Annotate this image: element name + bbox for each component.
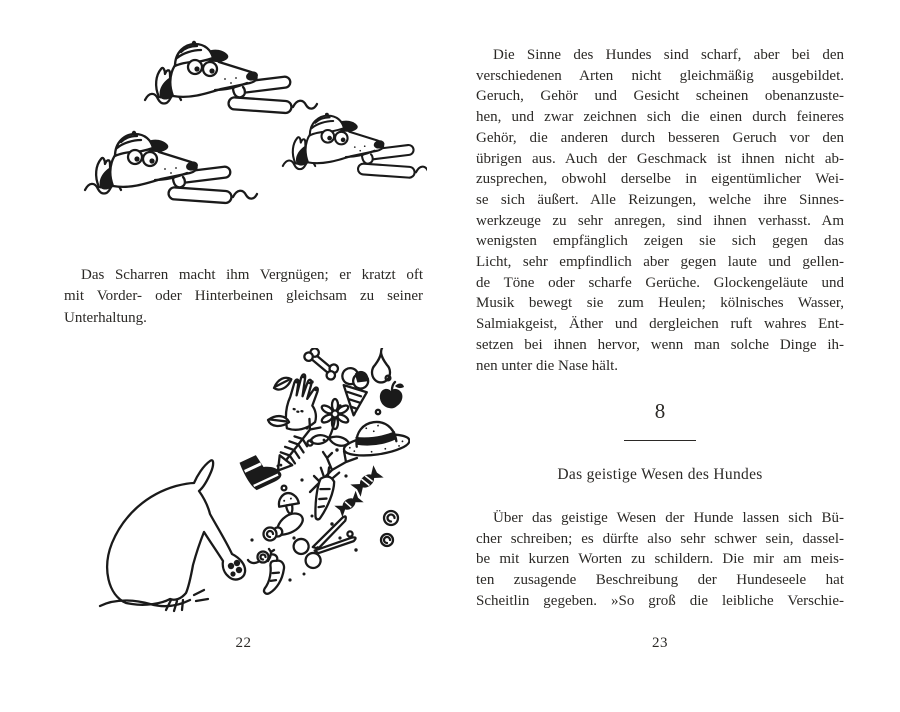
- snail-icon: [248, 549, 274, 563]
- chapter-title: Das geistige Wesen des Hundes: [557, 466, 763, 483]
- pear-icon: [372, 348, 390, 382]
- right-page-paragraph-1: Die Sinne des Hundes sind scharf, aber bei den verschiedenen Arten nicht gleichmäßig ausgebildet. Geruch, Gehör und Gesicht scheinen obenanzuste- hen, und zwar zeichnen sich die einen durch feineres Gehör, die anderen durch besseren Geruch vor den übrigen aus. Auch der Geschmack ist ihnen nicht ab- zusprechen, obwohl derselbe in eigentümlicher Wei- se sich äußert. Alle Reizungen, welche ihre Sinnes- werkzeuge zu sehr anregen, sind ihnen verhasst. Am wenigsten empfänglich zeigen sie sich gegen das Licht, sehr empfindlich aber gegen laute und gellen- de Töne oder scharfe Gerüche. Glockengeläute und Musik bewegt sie zum Heulen; kölnisches Wasser, Salmiakgeist, Äther und dergleichen ruft wahres Ent- setzen bei ihnen hervor, wenn man solche Dinge ih- nen unter die Nase hält.: [476, 47, 844, 374]
- bone-icon: [303, 348, 342, 381]
- chapter-rule: [624, 440, 696, 441]
- right-page-paragraph-2: Über das geistige Wesen der Hunde lassen sich Bü- cher schreiben; es dürfte also sehr schwer sein, dassel- be mit kurzen Worten zu schildern. Die mir am meis- ten zusagende Beschreibung der Hundeseele hat Scheitlin gegeben. »So groß die leibliche Verschie-: [476, 510, 844, 609]
- page-number-left: 22: [235, 635, 252, 651]
- candy-icon: [334, 491, 363, 517]
- apple-icon: [380, 382, 404, 408]
- mushroom-icon: [277, 491, 300, 515]
- peeking-dog-left: [85, 131, 257, 204]
- spiral-shell-icon: [384, 511, 398, 525]
- page-number-right: 23: [652, 635, 668, 651]
- peeking-dog-top: [145, 41, 317, 114]
- straw-hat-icon: [341, 418, 410, 459]
- leaf-icon: [272, 376, 293, 391]
- spiral-shell-icon: [381, 534, 393, 546]
- spiral-shell-icon: [264, 528, 277, 541]
- flying-objects: [239, 348, 410, 596]
- running-dogs-illustration: [55, 40, 427, 232]
- peeking-dog-right: [283, 113, 427, 178]
- carrot-icon: [310, 466, 340, 522]
- left-page-paragraph: Das Scharren macht ihm Vergnügen; er kratzt oft mit Vorder- oder Hinterbeinen gleichsam zu seiner Unterhaltung.: [64, 267, 423, 326]
- chapter-number: 8: [654, 399, 666, 423]
- digging-dog: [100, 460, 245, 611]
- boot-icon: [239, 449, 283, 492]
- digging-dog-illustration: [88, 348, 410, 620]
